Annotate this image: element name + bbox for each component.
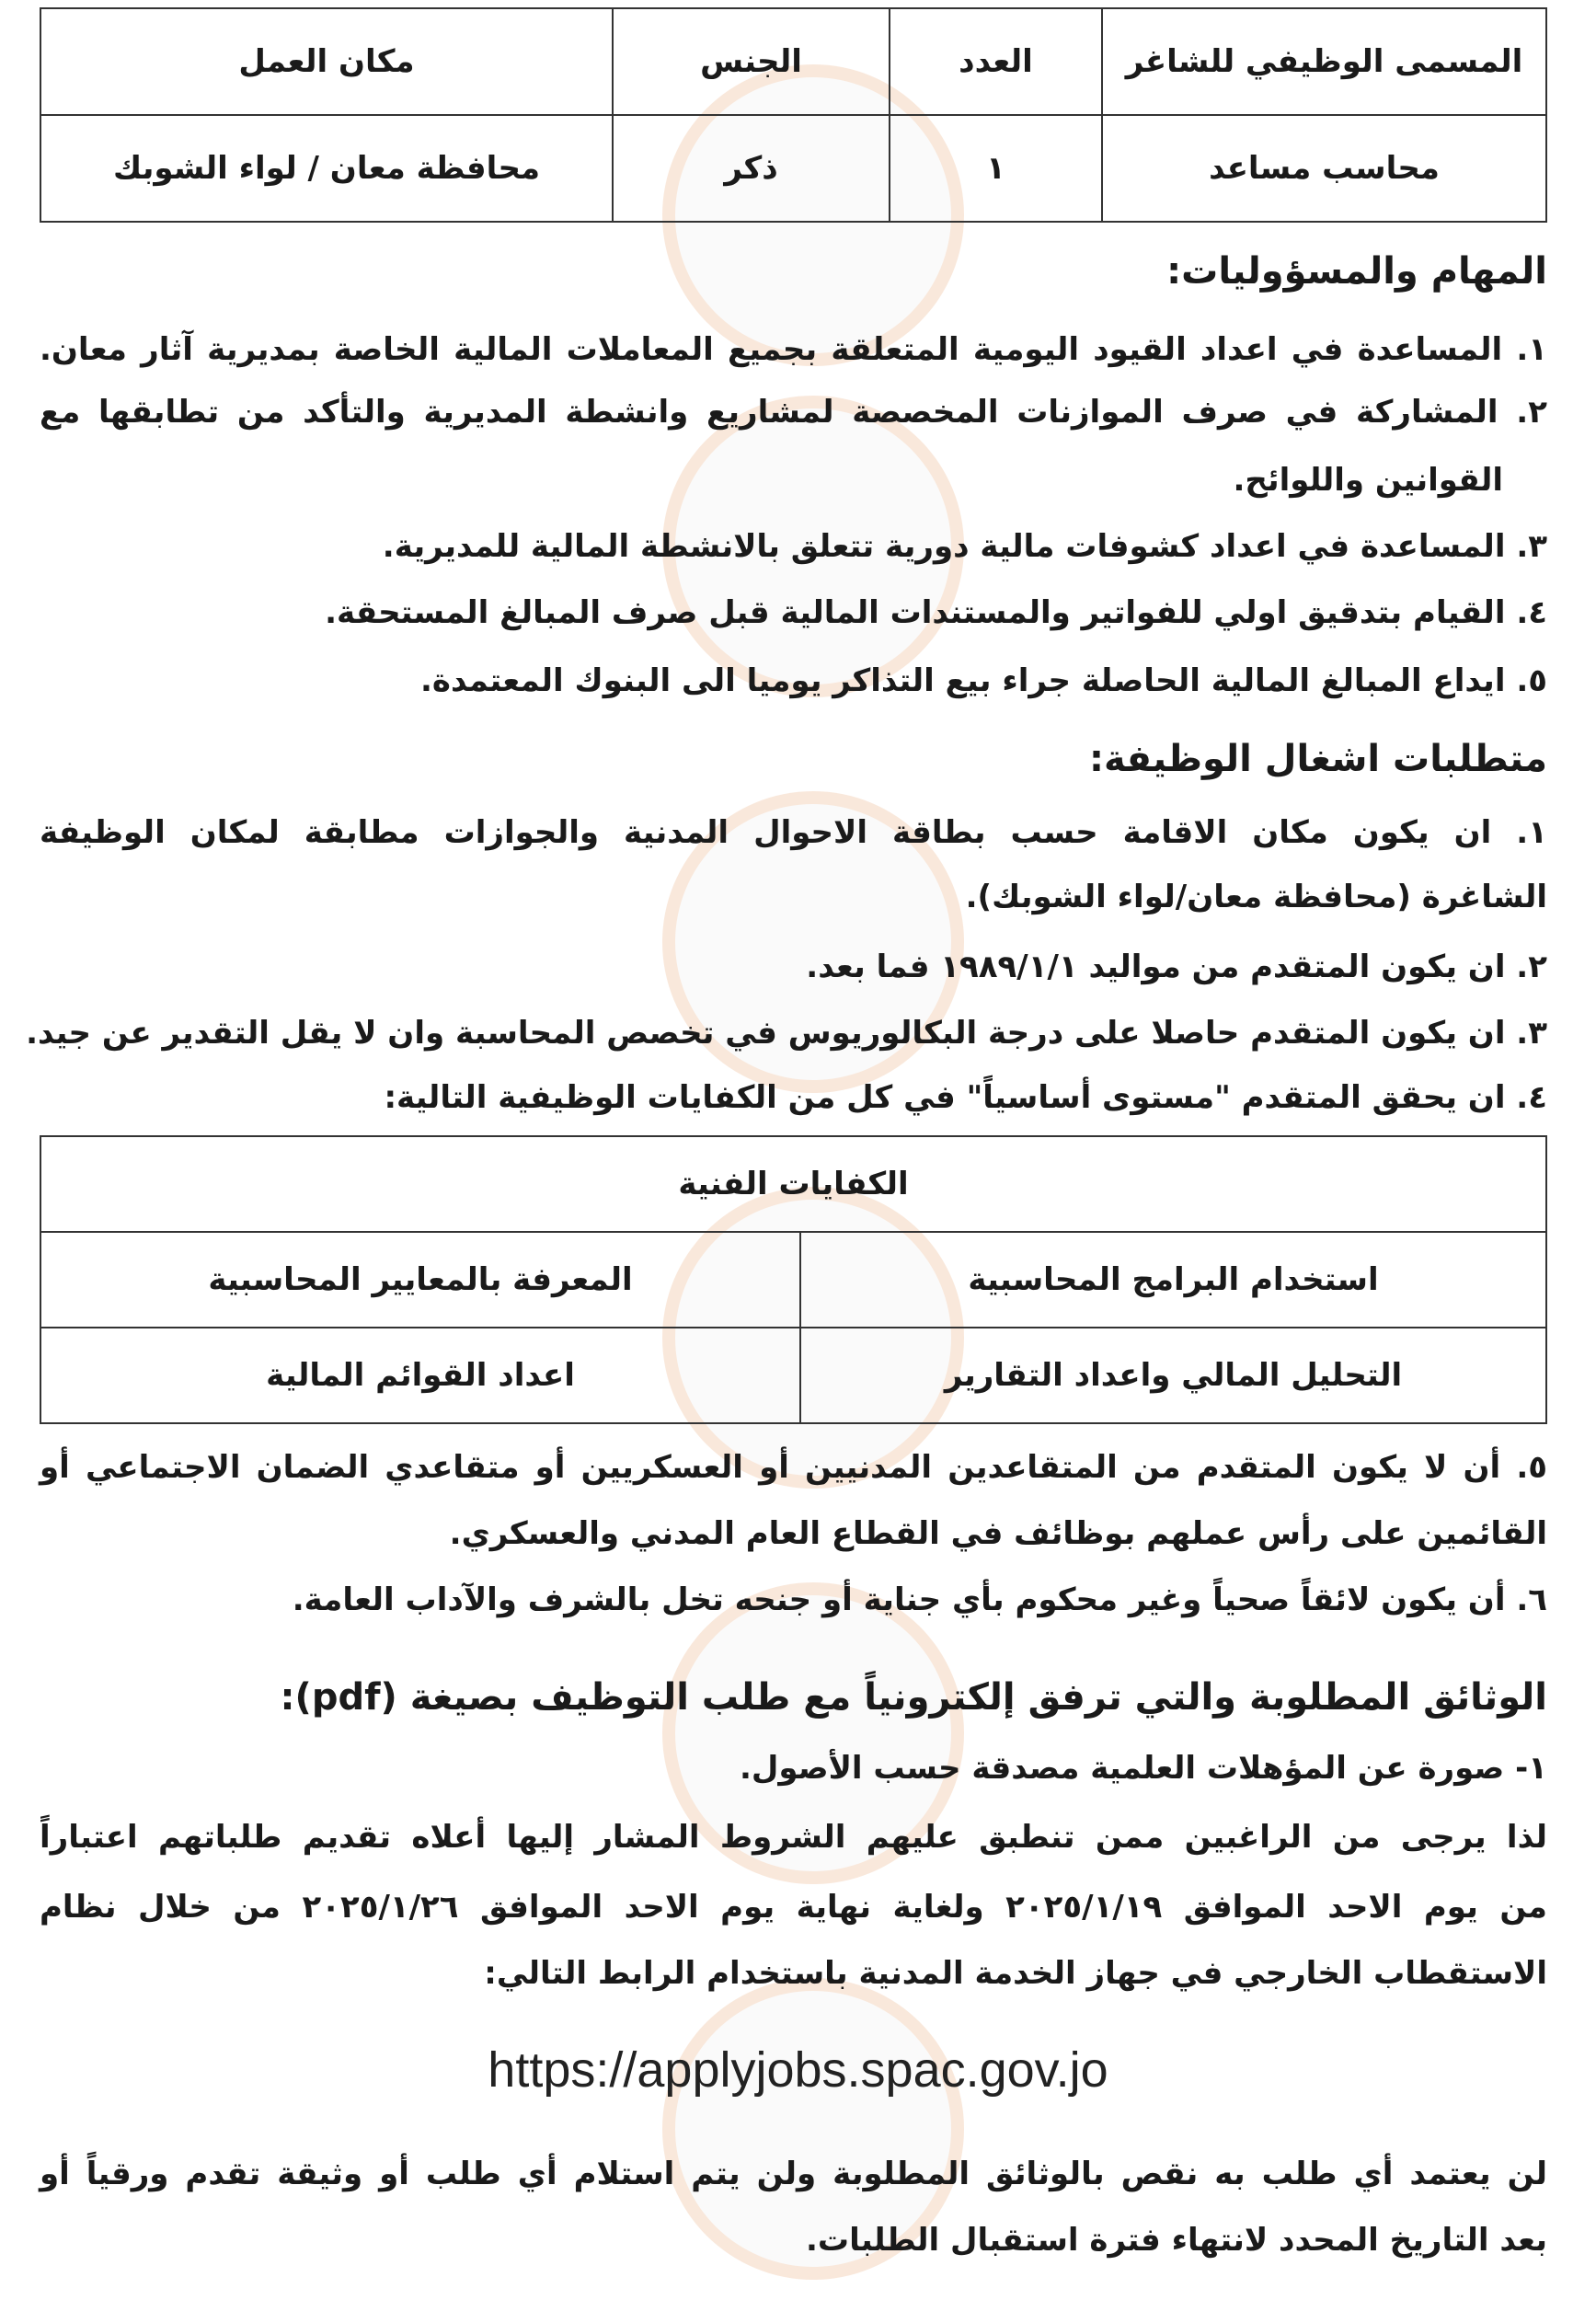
job-table	[40, 7, 1547, 223]
table-header-row	[40, 8, 1546, 115]
application-text: من يوم الاحد الموافق ٢٠٢٥/١/١٩ ولغاية نهاية يوم الاحد الموافق ٢٠٢٥/١/٢٦ من خلال نظام	[40, 1889, 1547, 1926]
cell-gender: ذكر	[613, 115, 890, 222]
duties-heading: المهام والمسؤوليات:	[1166, 250, 1547, 293]
duty-item: ٢. المشاركة في صرف الموازنات المخصصة لمشاريع وانشطة المديرية والتأكد من تطابقها مع	[40, 394, 1547, 431]
competency-cell: استخدام البرامج المحاسبية	[800, 1232, 1546, 1328]
notice-text: بعد التاريخ المحدد لانتهاء فترة استقبال الطلبات.	[806, 2222, 1547, 2259]
notice-text: لن يعتمد أي طلب به نقص بالوثائق المطلوبة ولن يتم استلام أي طلب أو وثيقة تقدم ورقياً أو	[40, 2156, 1547, 2192]
header-count: العدد	[890, 8, 1102, 115]
competencies-title-row	[40, 1136, 1546, 1232]
requirement-item: ٣. ان يكون المتقدم حاصلا على درجة البكالوريوس في تخصص المحاسبة وان لا يقل التقدير عن جيد.	[26, 1015, 1547, 1052]
cell-job-title: محاسب مساعد	[1102, 115, 1546, 222]
cell-count: ١	[890, 115, 1102, 222]
documents-heading: الوثائق المطلوبة والتي ترفق إلكترونياً مع طلب التوظيف بصيغة (pdf):	[280, 1676, 1547, 1719]
competency-cell: اعداد القوائم المالية	[40, 1328, 800, 1423]
table-row	[40, 1328, 1546, 1423]
table-row	[40, 115, 1546, 222]
cell-location: محافظة معان / لواء الشوبك	[40, 115, 613, 222]
application-text: الاستقطاب الخارجي في جهاز الخدمة المدنية باستخدام الرابط التالي:	[484, 1955, 1547, 1992]
requirement-item: ٤. ان يحقق المتقدم "مستوى أساسياً" في كل من الكفايات الوظيفية التالية:	[384, 1079, 1547, 1116]
requirement-item-continuation: الشاغرة (محافظة معان/لواء الشوبك).	[965, 879, 1547, 915]
duty-item-continuation: القوانين واللوائح.	[1233, 462, 1503, 499]
competency-cell: التحليل المالي واعداد التقارير	[800, 1328, 1546, 1423]
duty-item: ٥. ايداع المبالغ المالية الحاصلة جراء بيع التذاكر يوميا الى البنوك المعتمدة.	[419, 662, 1547, 699]
requirement-item: ١. ان يكون مكان الاقامة حسب بطاقة الاحوال المدنية والجوازات مطابقة لمكان الوظيفة	[40, 814, 1547, 851]
table-row	[40, 1232, 1546, 1328]
header-gender: الجنس	[613, 8, 890, 115]
duty-item: ٤. القيام بتدقيق اولي للفواتير والمستندات المالية قبل صرف المبالغ المستحقة.	[325, 594, 1547, 631]
requirement-item-continuation: القائمين على رأس عملهم بوظائف في القطاع العام المدني والعسكري.	[449, 1515, 1547, 1552]
requirement-item: ٢. ان يكون المتقدم من مواليد ١٩٨٩/١/١ فما بعد.	[806, 949, 1547, 985]
apply-link[interactable]: https://applyjobs.spac.gov.jo	[488, 2042, 1108, 2098]
requirement-item: ٦. أن يكون لائقاً صحياً وغير محكوم بأي جناية أو جنحه تخل بالشرف والآداب العامة.	[292, 1581, 1547, 1618]
header-job-title: المسمى الوظيفي للشاغر	[1102, 8, 1546, 115]
requirements-heading: متطلبات اشغال الوظيفة:	[1089, 738, 1547, 780]
competency-cell: المعرفة بالمعايير المحاسبية	[40, 1232, 800, 1328]
duty-item: ١. المساعدة في اعداد القيود اليومية المتعلقة بجميع المعاملات المالية الخاصة بمديرية آثار معان.	[40, 331, 1547, 368]
document-item: ١- صورة عن المؤهلات العلمية مصدقة حسب الأصول.	[740, 1750, 1547, 1787]
competencies-table	[40, 1135, 1547, 1424]
competencies-title: الكفايات الفنية	[40, 1136, 1546, 1232]
application-text: لذا يرجى من الراغبين ممن تنطبق عليهم الشروط المشار إليها أعلاه تقديم طلباتهم اعتباراً	[40, 1819, 1547, 1856]
header-location: مكان العمل	[40, 8, 613, 115]
requirement-item: ٥. أن لا يكون المتقدم من المتقاعدين المدنيين أو العسكريين أو متقاعدي الضمان الاجتماعي أو	[40, 1449, 1547, 1486]
duty-item: ٣. المساعدة في اعداد كشوفات مالية دورية تتعلق بالانشطة المالية للمديرية.	[382, 528, 1547, 565]
